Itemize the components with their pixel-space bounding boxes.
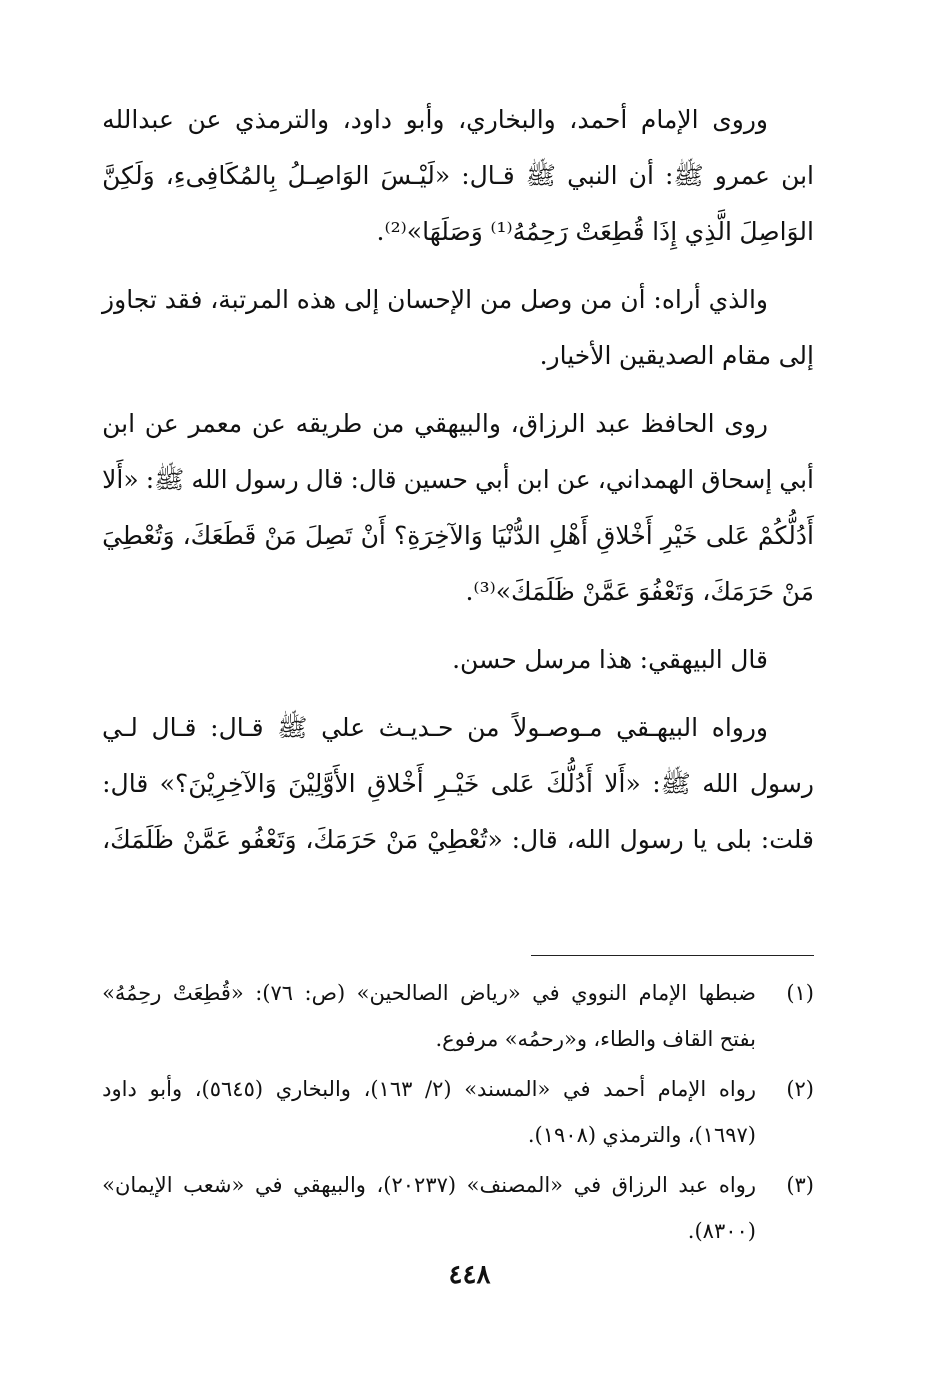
text-line: وروى الإمام أحمد، والبخاري، وأبو داود، والترمذي عن عبدالله xyxy=(102,105,768,134)
footnote-line: رواه الإمام أحمد في «المسند» (٢/ ١٦٣)، والبخاري (٥٦٤٥)، وأبو داود xyxy=(102,1077,756,1101)
footnote-separator xyxy=(531,955,814,956)
footnote-line: (١٦٩٧)، والترمذي (١٩٠٨). xyxy=(527,1123,756,1147)
text-line: قال البيهقي: هذا مرسل حسن. xyxy=(452,645,768,674)
text-line: روى الحافظ عبد الرزاق، والبيهقي من طريقه عن معمر عن ابن xyxy=(102,409,768,438)
paragraph xyxy=(102,272,814,384)
main-text xyxy=(102,92,814,868)
paragraph-gap xyxy=(102,620,814,632)
paragraph xyxy=(102,632,814,688)
footnote-line: بفتح القاف والطاء، و«رحمُه» مرفوع. xyxy=(435,1027,756,1051)
paragraph xyxy=(102,92,814,260)
paragraph xyxy=(102,396,814,620)
footnote-line: رواه عبد الرزاق في «المصنف» (٢٠٢٣٧)، والبيهقي في «شعب الإيمان» xyxy=(102,1173,756,1197)
footnote xyxy=(102,970,814,1062)
paragraph-gap xyxy=(102,260,814,272)
text-line: أبي إسحاق الهمداني، عن ابن أبي حسين قال: قال رسول الله ﷺ: «أَلا xyxy=(102,465,814,494)
page-number: ٤٤٨ xyxy=(448,1260,491,1290)
text-line: ابن عمرو ﷺ: أن النبي ﷺ قـال: «لَيْـسَ الوَاصِـلُ بِالمُكَافِىءِ، وَلَكِنَّ xyxy=(102,161,814,190)
footnote-line: ضبطها الإمام النووي في «رياض الصالحين» (ص: ٧٦): «قُطِعَتْ رحِمُهُ» xyxy=(102,981,756,1005)
text-line: قلت: بلى يا رسول الله، قال: «تُعْطِيْ مَنْ حَرَمَكَ، وَتَعْفُو عَمَّنْ ظَلَمَكَ، xyxy=(102,825,814,854)
paragraph xyxy=(102,700,814,868)
footnotes xyxy=(102,970,814,1258)
footnote xyxy=(102,1162,814,1254)
footnote-number: (٣) xyxy=(786,1173,814,1197)
paragraph-gap xyxy=(102,384,814,396)
text-line: رسول الله ﷺ: «أَلا أَدُلُّكَ عَلى خَيْـرِ أَخْلاقِ الأَوَّلِيْنَ وَالآخِرِيْنَ؟» قال: xyxy=(102,769,814,798)
footnote-number: (١) xyxy=(786,981,814,1005)
paragraph-gap xyxy=(102,688,814,700)
text-line: مَنْ حَرَمَكَ، وَتَعْفُوَ عَمَّنْ ظَلَمَكَ»⁽³⁾. xyxy=(465,577,814,606)
footnote-line: (٨٣٠٠). xyxy=(687,1219,756,1243)
text-line: أَدُلُّكُمْ عَلى خَيْرِ أَخْلاقِ أَهْلِ الدُّنْيَا وَالآخِرَةِ؟ أَنْ تَصِلَ مَنْ قَطَعَكَ، وَتُعْطِيَ xyxy=(102,521,814,550)
text-line: إلى مقام الصديقين الأخيار. xyxy=(539,341,814,370)
footnote-number: (٢) xyxy=(786,1077,814,1101)
text-line: والذي أراه: أن من وصل من الإحسان إلى هذه المرتبة، فقد تجاوز xyxy=(102,285,768,314)
footnote xyxy=(102,1066,814,1158)
text-line: ورواه البيهـقي مـوصـولاً من حـديـث علي ﷺ قـال: قـال لـي xyxy=(102,713,768,742)
text-line: الوَاصِلَ الَّذِي إِذَا قُطِعَتْ رَحِمُهُ⁽¹⁾ وَصَلَهَا»⁽²⁾. xyxy=(376,217,814,246)
